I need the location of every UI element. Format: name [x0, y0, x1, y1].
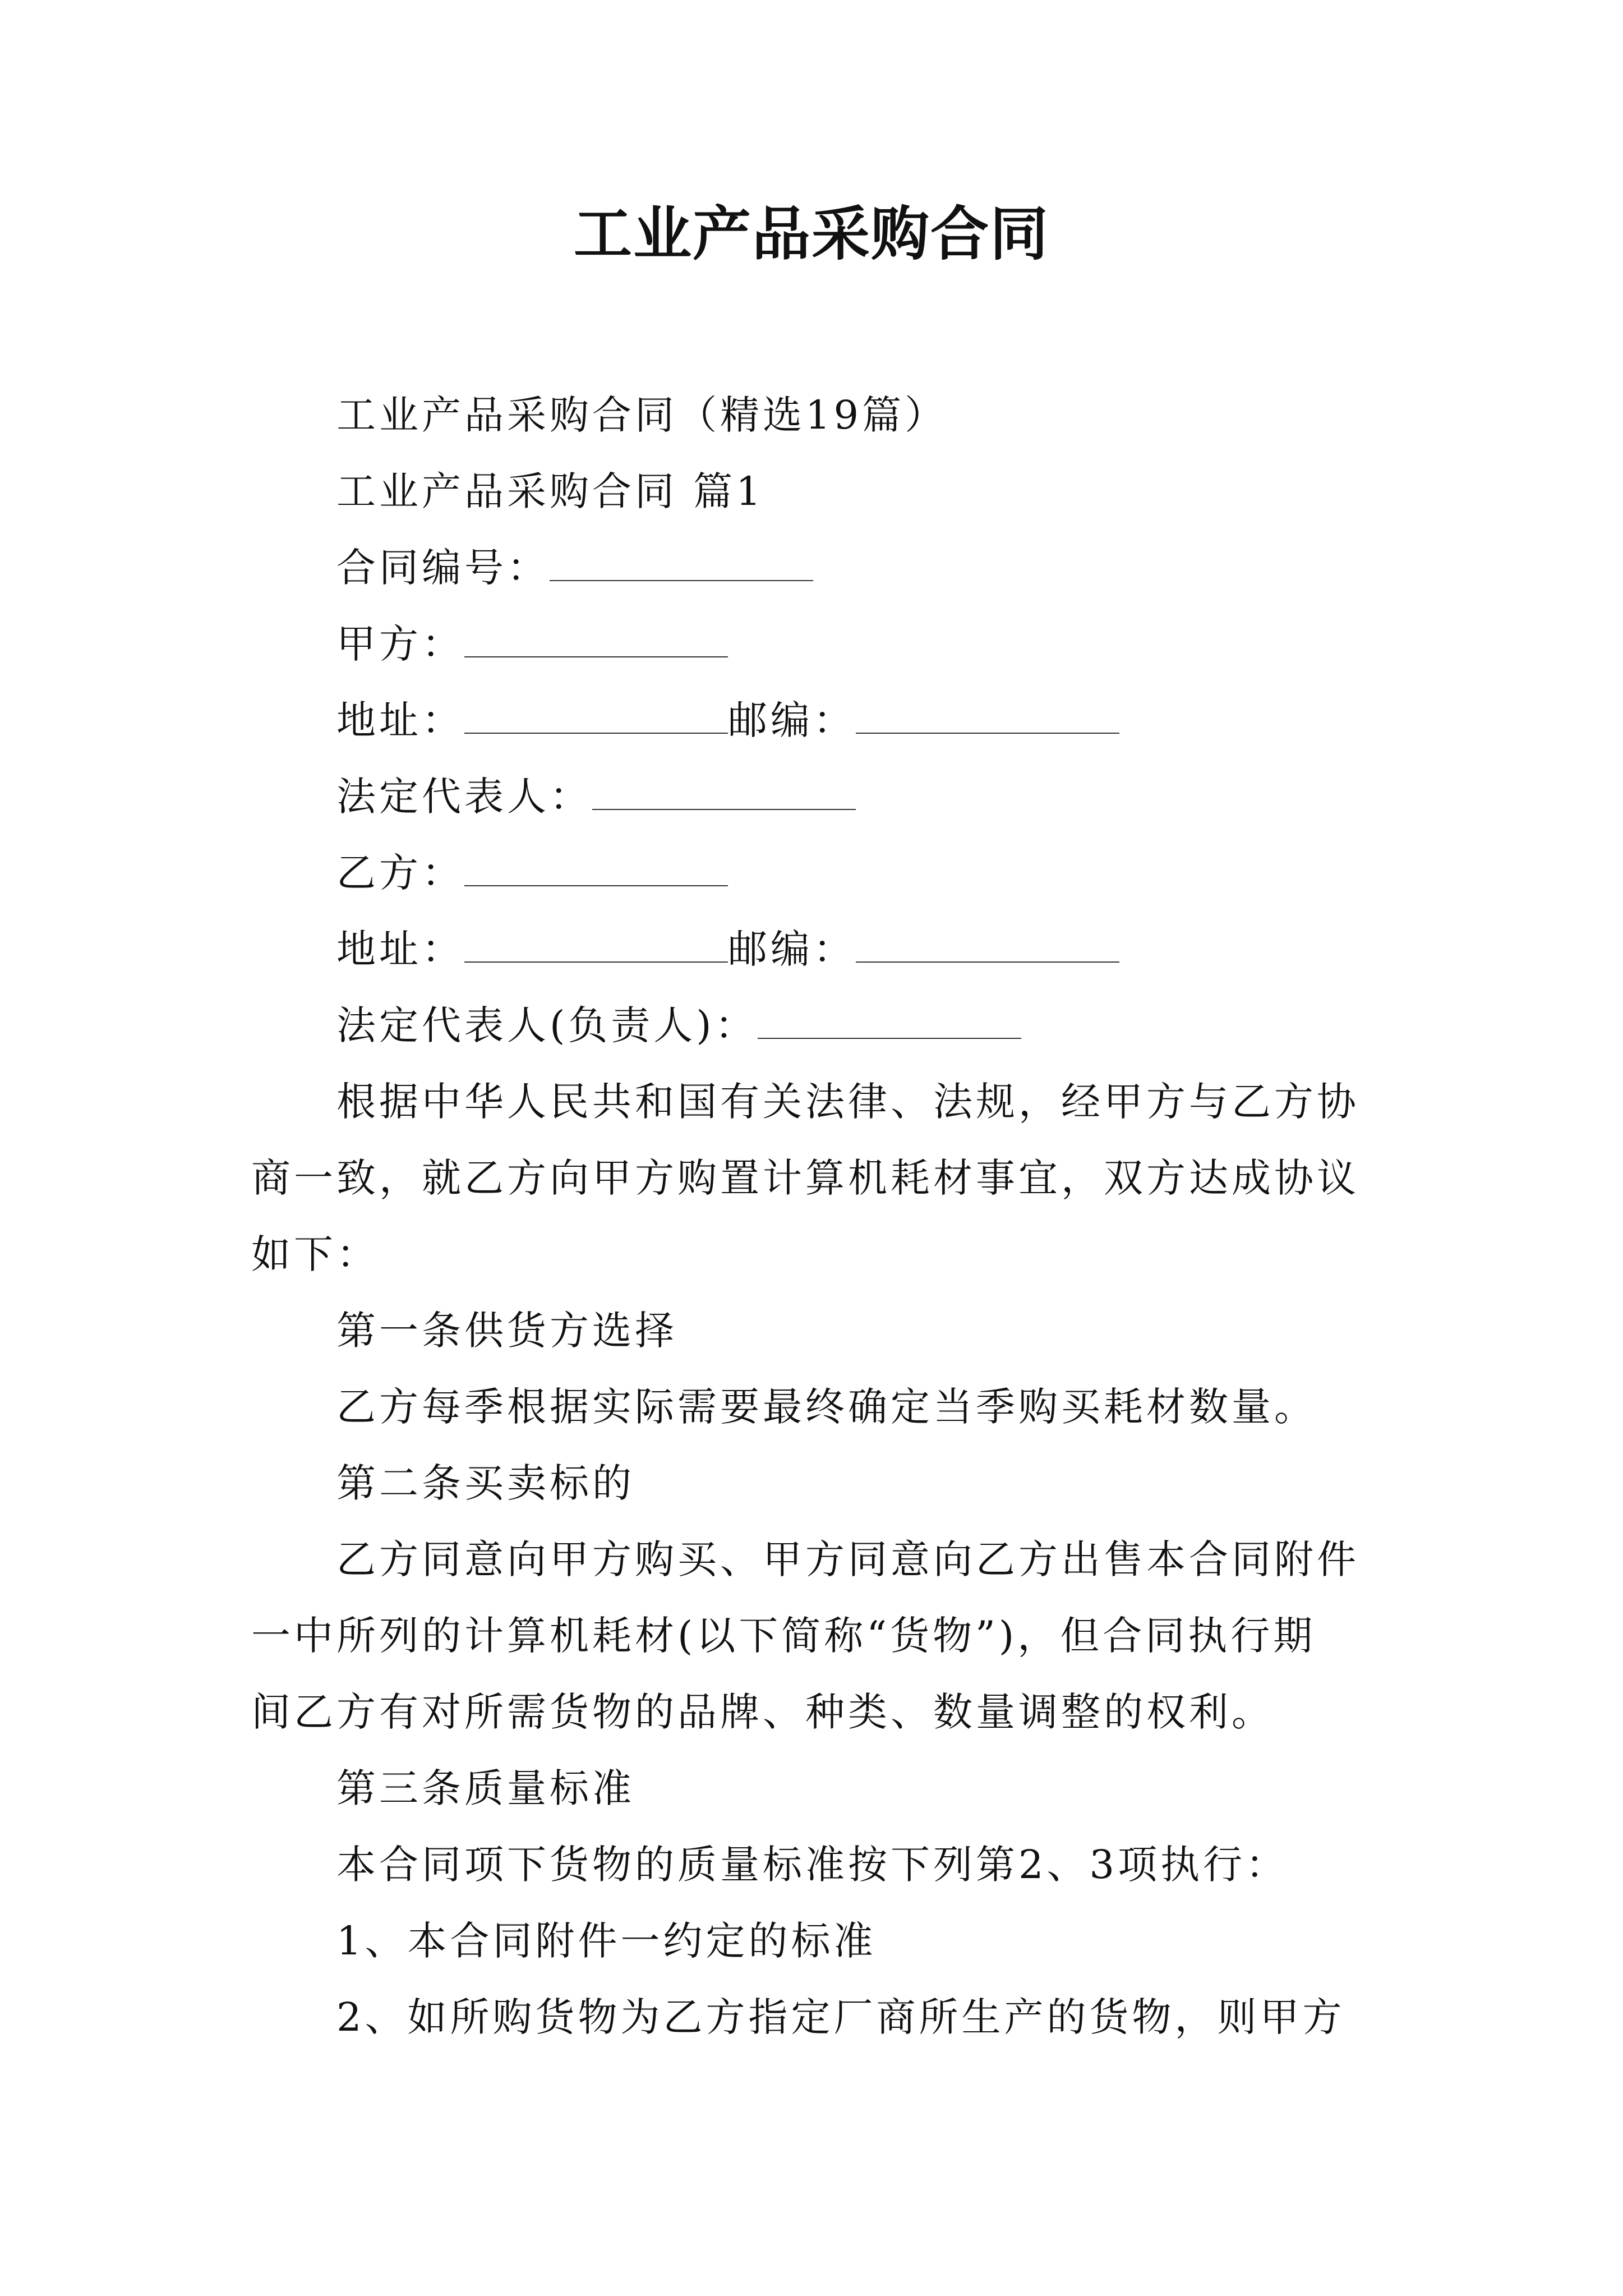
- document-title: 工业产品采购合同: [573, 199, 1049, 268]
- intro-line-2: 商一致，就乙方向甲方购置计算机耗材事宜，双方达成协议: [251, 1155, 1359, 1201]
- postcode-a-label: 邮编：: [728, 697, 856, 743]
- contract-number-label: 合同编号：: [336, 545, 550, 591]
- article-3-body: 本合同项下货物的质量标准按下列第2、3项执行：: [336, 1842, 1289, 1888]
- party-a-field: [336, 616, 728, 672]
- party-b-label: 乙方：: [336, 850, 464, 896]
- representative-a-field: [336, 769, 856, 825]
- representative-a-label: 法定代表人：: [336, 774, 592, 820]
- article-3-item-1: 1、本合同附件一约定的标准: [336, 1918, 877, 1964]
- address-b-field: [336, 921, 1119, 977]
- representative-b-field: [336, 997, 1021, 1053]
- representative-a-blank: [592, 770, 856, 810]
- party-b-blank: [464, 846, 728, 886]
- address-b-blank: [464, 922, 728, 963]
- article-1-body: 乙方每季根据实际需要最终确定当季购买耗材数量。: [336, 1384, 1317, 1430]
- postcode-b-blank: [856, 922, 1119, 963]
- article-3-item-2: 2、如所购货物为乙方指定厂商所生产的货物，则甲方: [336, 1994, 1345, 2040]
- address-a-field: [336, 692, 1119, 748]
- representative-b-blank: [758, 999, 1021, 1039]
- party-a-blank: [464, 617, 728, 657]
- article-2-heading: 第二条买卖标的: [336, 1460, 635, 1506]
- contract-number-blank: [550, 541, 813, 581]
- article-1-heading: 第一条供货方选择: [336, 1308, 677, 1354]
- intro-line-1: 根据中华人民共和国有关法律、法规，经甲方与乙方协: [336, 1079, 1359, 1125]
- article-2-line-1: 乙方同意向甲方购买、甲方同意向乙方出售本合同附件: [336, 1536, 1359, 1582]
- representative-b-label: 法定代表人(负责人)：: [336, 1002, 758, 1048]
- article-2-line-3: 间乙方有对所需货物的品牌、种类、数量调整的权利。: [251, 1689, 1274, 1735]
- postcode-b-label: 邮编：: [728, 926, 856, 972]
- postcode-a-blank: [856, 693, 1119, 734]
- address-a-blank: [464, 693, 728, 734]
- address-a-label: 地址：: [336, 697, 464, 743]
- party-a-label: 甲方：: [336, 621, 464, 667]
- contract-number-field: [336, 540, 813, 596]
- article-3-heading: 第三条质量标准: [336, 1765, 635, 1811]
- address-b-label: 地址：: [336, 926, 464, 972]
- section-heading: 工业产品采购合同 篇1: [336, 468, 764, 514]
- intro-line-3: 如下：: [251, 1231, 379, 1277]
- subtitle: 工业产品采购合同（精选19篇）: [336, 392, 948, 438]
- party-b-field: [336, 845, 728, 901]
- article-2-line-2: 一中所列的计算机耗材(以下简称“货物”)，但合同执行期: [251, 1613, 1316, 1659]
